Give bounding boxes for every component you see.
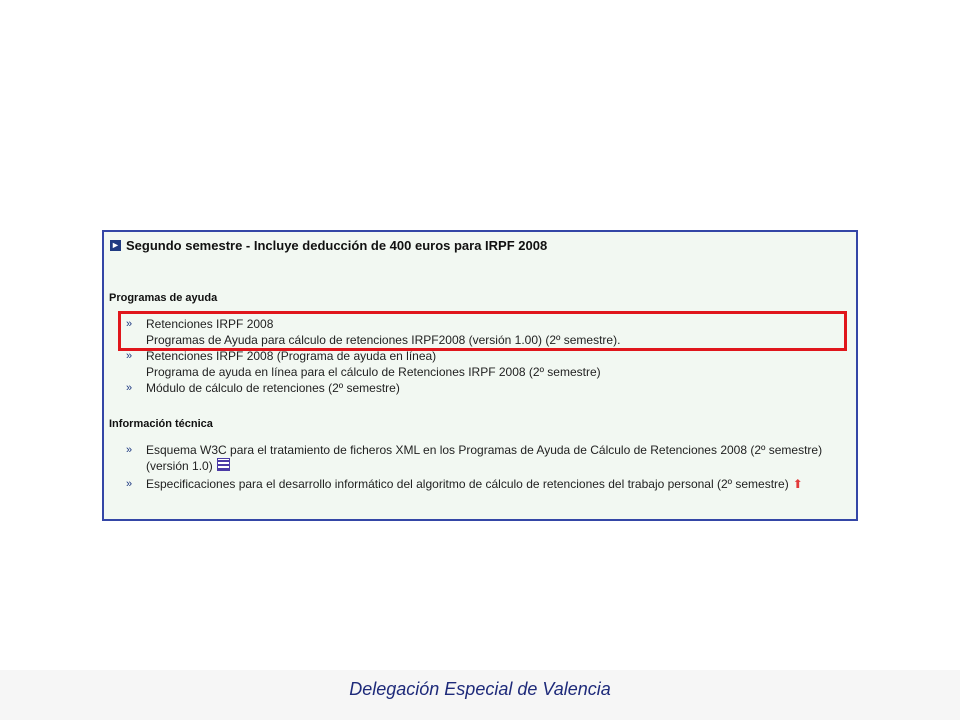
panel-title: Segundo semestre - Incluye deducción de 400 euros para IRPF 2008: [126, 238, 548, 253]
section-title-programas: Programas de ayuda: [109, 292, 218, 304]
bullet-icon: »: [126, 318, 133, 330]
retenciones-panel: [102, 230, 858, 521]
item-description: Programas de Ayuda para cálculo de retenciones IRPF2008 (versión 1.00) (2º semestre).: [146, 333, 621, 347]
bullet-icon: »: [126, 478, 133, 490]
highlight-box: [118, 311, 847, 351]
arrow-right-icon: ►: [111, 240, 120, 250]
bullet-icon: »: [126, 350, 133, 362]
bullet-icon: »: [126, 382, 133, 394]
item-description: Programa de ayuda en línea para el cálculo de Retenciones IRPF 2008 (2º semestre): [146, 365, 601, 379]
bullet-icon: »: [126, 444, 133, 456]
footer-text: Delegación Especial de Valencia: [349, 679, 611, 699]
pdf-icon[interactable]: ⬆: [792, 477, 803, 491]
xml-file-icon[interactable]: [217, 458, 230, 471]
footer: [0, 670, 960, 720]
item-link[interactable]: Retenciones IRPF 2008 (Programa de ayuda en línea): [146, 349, 437, 363]
list-item-modulo-calculo[interactable]: [126, 380, 834, 396]
item-link[interactable]: Esquema W3C para el tratamiento de ficheros XML en los Programas de Ayuda de Cálculo de Retenciones 2008 (2º semestre) (versión 1.0): [146, 443, 823, 473]
section-title-informacion: Información técnica: [109, 418, 213, 430]
item-link[interactable]: Módulo de cálculo de retenciones (2º semestre): [146, 381, 400, 395]
list-item-ayuda-en-linea[interactable]: [126, 348, 834, 380]
item-link[interactable]: Especificaciones para el desarrollo informático del algoritmo de cálculo de retenciones del trabajo personal (2º semestre): [146, 477, 789, 491]
panel-header: [110, 238, 547, 253]
item-link[interactable]: Retenciones IRPF 2008: [146, 317, 274, 331]
list-item-especificaciones[interactable]: [126, 476, 834, 492]
list-item-esquema-w3c[interactable]: [126, 442, 834, 474]
